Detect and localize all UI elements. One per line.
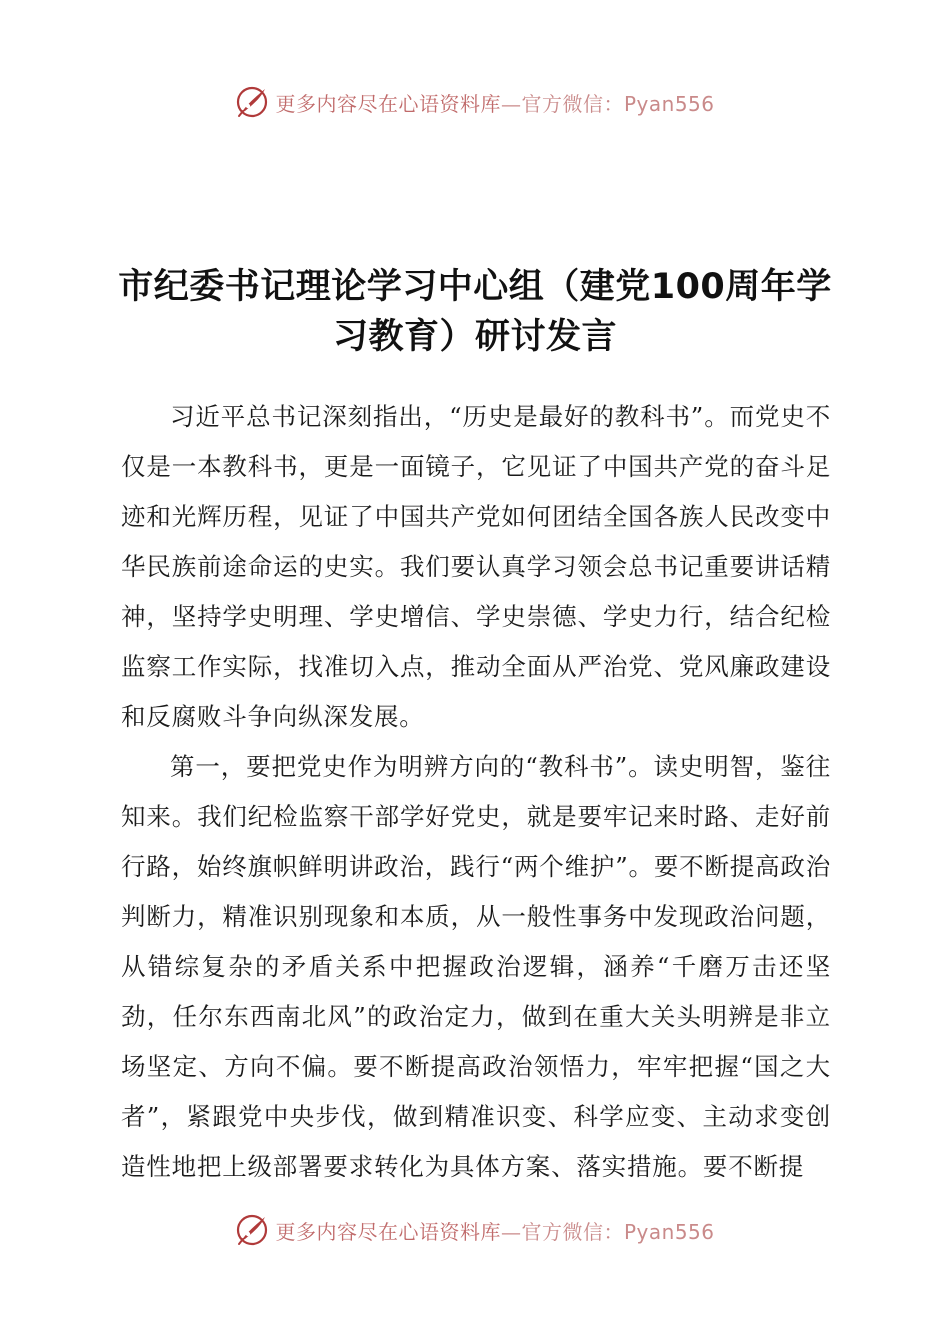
footer-wechat-id: Pyan556	[623, 1219, 715, 1244]
header-brand-text: 更多内容尽在心语资料库	[275, 91, 501, 116]
header-banner-text	[275, 88, 714, 117]
document-body	[121, 392, 831, 1192]
paragraph: 习近平总书记深刻指出，“历史是最好的教科书”。而党史不仅是一本教科书，更是一面镜子，它见证了中国共产党的奋斗足迹和光辉历程，见证了中国共产党如何团结全国各族人民改变中华民族前途命运的史实。我们要认真学习领会总书记重要讲话精神，坚持学史明理、学史增信、学史崇德、学史力行，结合纪检监察工作实际，找准切入点，推动全面从严治党、党风廉政建设和反腐败斗争向纵深发展。	[121, 402, 831, 731]
footer-brand-text: 更多内容尽在心语资料库	[275, 1219, 501, 1244]
quill-logo-icon	[235, 85, 269, 119]
footer-banner	[0, 1210, 950, 1250]
paragraph: 第一，要把党史作为明辨方向的“教科书”。读史明智，鉴往知来。我们纪检监察干部学好党史，就是要牢记来时路、走好前行路，始终旗帜鲜明讲政治，践行“两个维护”。要不断提高政治判断力，精准识别现象和本质，从一般性事务中发现政治问题，从错综复杂的矛盾关系中把握政治逻辑，涵养“千磨万击还坚劲，任尔东西南北风”的政治定力，做到在重大关头明辨是非立场坚定、方向不偏。要不断提高政治领悟力，牢牢把握“国之大者”，紧跟党中央步伐，做到精准识变、科学应变、主动求变创造性地把上级部署要求转化为具体方案、落实措施。要不断提	[121, 752, 831, 1181]
footer-wechat-label: 官方微信：	[521, 1219, 624, 1244]
header-banner	[0, 82, 950, 122]
footer-banner-text	[275, 1216, 714, 1245]
header-wechat-label: 官方微信：	[521, 91, 624, 116]
header-separator: —	[500, 91, 522, 116]
footer-separator: —	[500, 1219, 522, 1244]
document-title: 市纪委书记理论学习中心组（建党100周年学习教育）研讨发言	[118, 267, 832, 357]
quill-logo-icon	[235, 1213, 269, 1247]
header-wechat-id: Pyan556	[623, 91, 715, 116]
